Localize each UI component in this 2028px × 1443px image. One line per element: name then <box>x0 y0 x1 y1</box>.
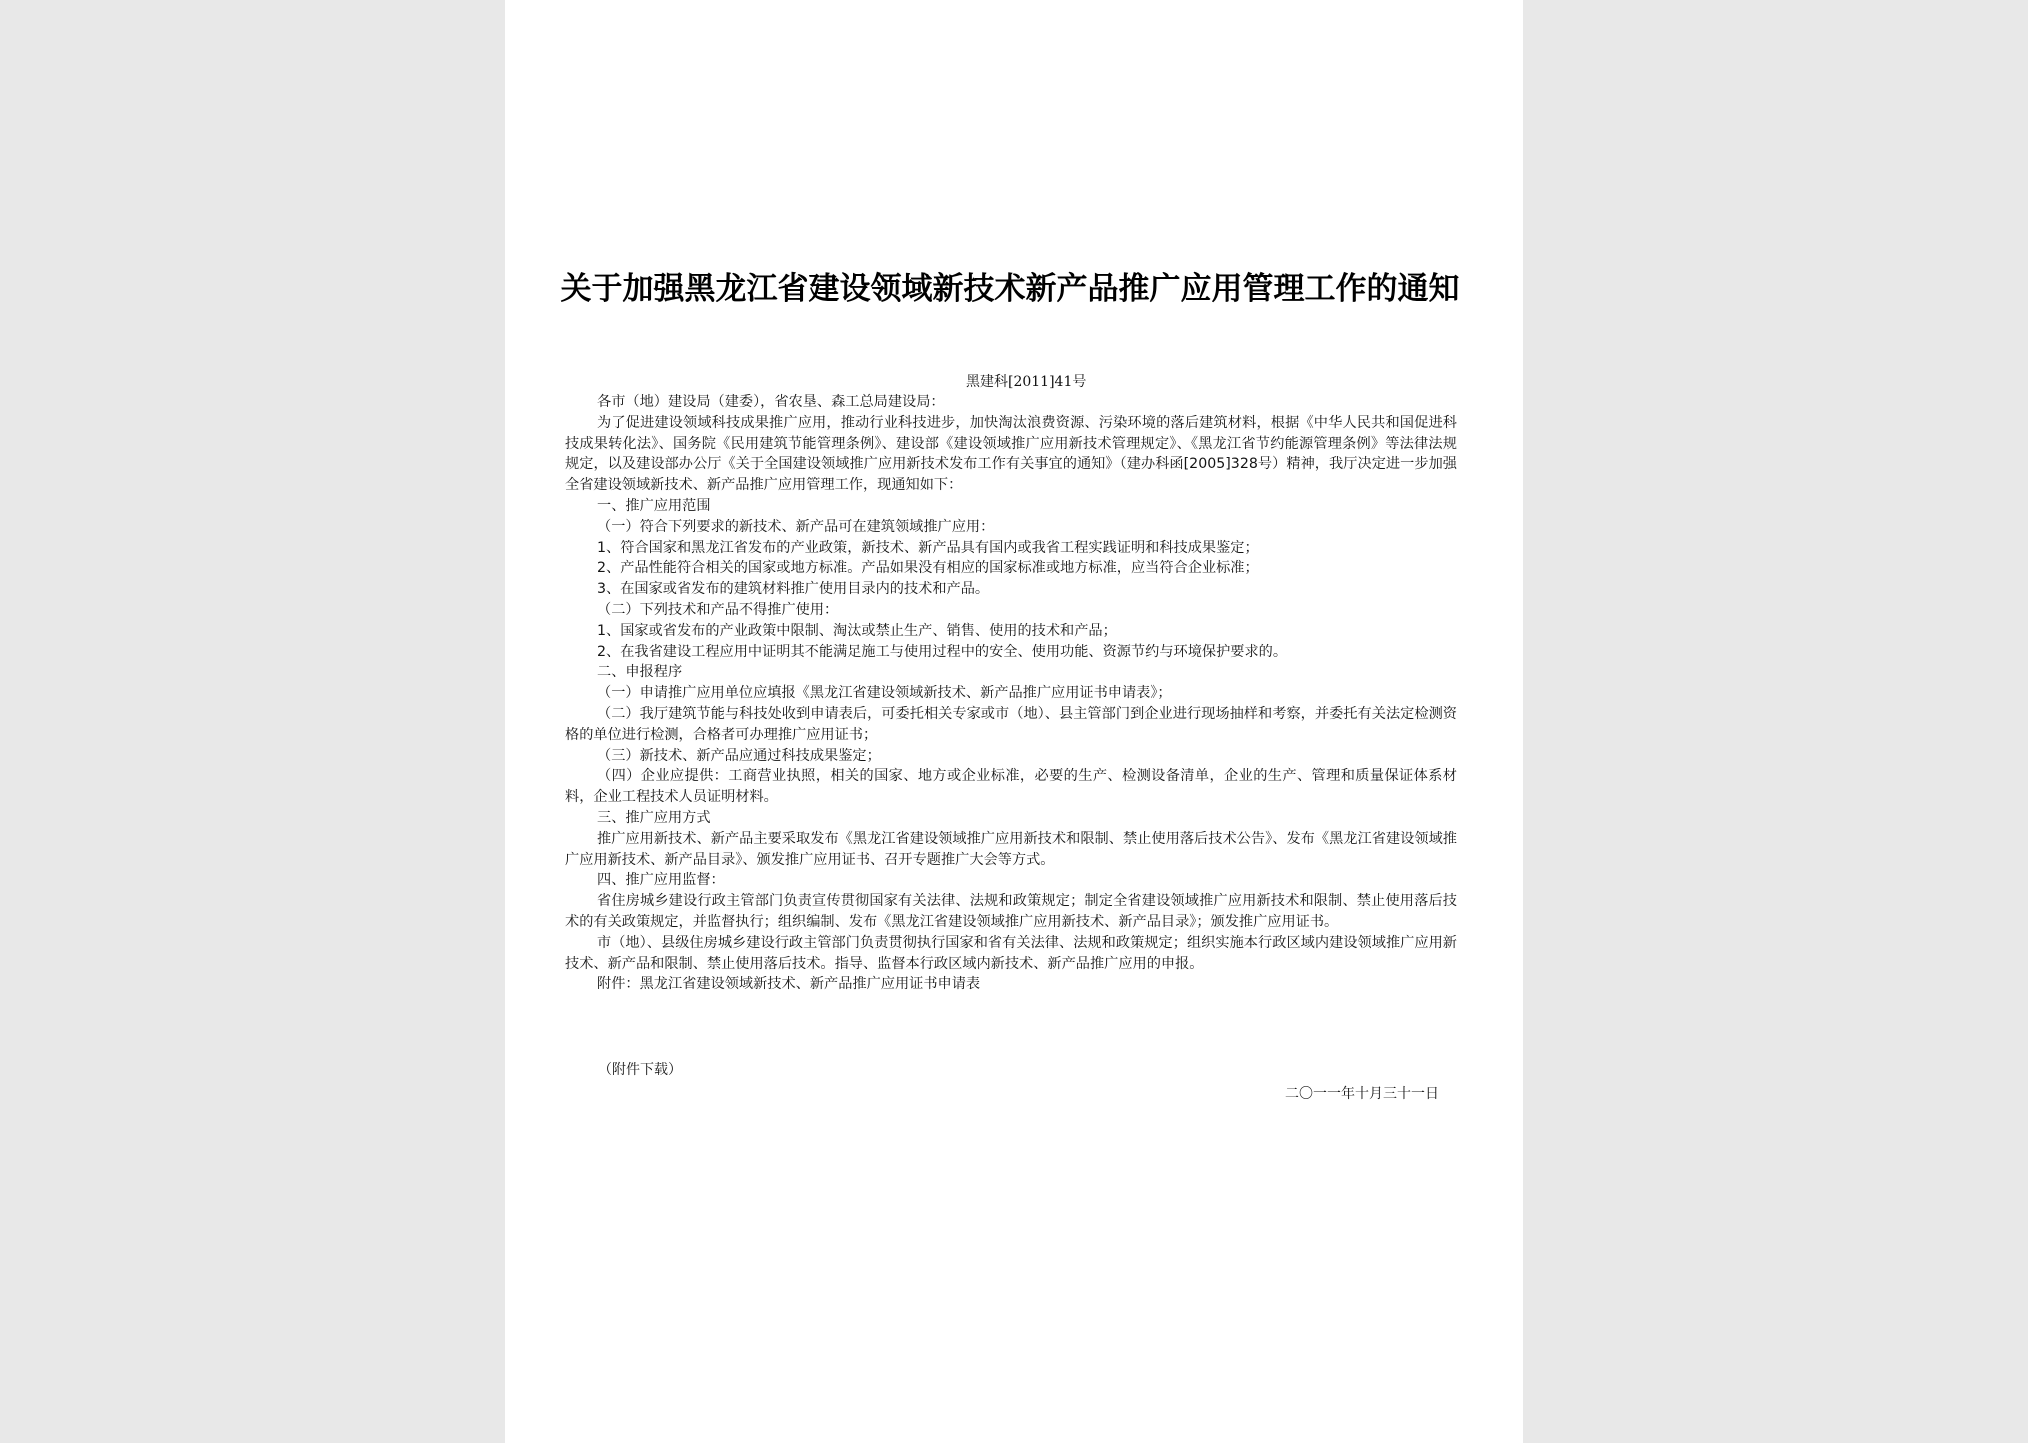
body-paragraph: 一、推广应用范围 <box>597 497 711 514</box>
body-paragraph: 四、推广应用监督： <box>597 872 725 889</box>
document-body <box>565 392 1457 995</box>
body-paragraph: （二）我厅建筑节能与科技处收到申请表后，可委托相关专家或市（地）、县主管部门到企业进行现场抽样和考察，并委托有关法定检测资格的单位进行检测，合格者可办理推广应用证书； <box>565 705 1457 743</box>
body-paragraph: 1、符合国家和黑龙江省发布的产业政策，新技术、新产品具有国内或我省工程实践证明和科技成果鉴定； <box>597 539 1259 556</box>
document-number: 黑建科[2011]41号 <box>966 374 1087 390</box>
body-paragraph: 2、在我省建设工程应用中证明其不能满足施工与使用过程中的安全、使用功能、资源节约与环境保护要求的。 <box>597 643 1288 660</box>
document-date: 二〇一一年十月三十一日 <box>1285 1086 1439 1102</box>
body-paragraph: 市（地）、县级住房城乡建设行政主管部门负责贯彻执行国家和省有关法律、法规和政策规定；组织实施本行政区域内建设领域推广应用新技术、新产品和限制、禁止使用落后技术。指导、监督本行政区域内新技术、新产品推广应用的申报。 <box>565 934 1457 972</box>
attachment-download-link[interactable]: （附件下载） <box>598 1062 682 1078</box>
body-paragraph: （三）新技术、新产品应通过科技成果鉴定； <box>597 747 881 764</box>
body-paragraph: 二、申报程序 <box>597 664 683 681</box>
body-paragraph: 2、产品性能符合相关的国家或地方标准。产品如果没有相应的国家标准或地方标准，应当符合企业标准； <box>597 560 1259 577</box>
body-paragraph: 1、国家或省发布的产业政策中限制、淘汰或禁止生产、销售、使用的技术和产品； <box>597 622 1117 639</box>
body-paragraph: （二）下列技术和产品不得推广使用： <box>597 601 839 618</box>
body-paragraph: （一）符合下列要求的新技术、新产品可在建筑领域推广应用： <box>597 518 995 535</box>
document-title: 关于加强黑龙江省建设领域新技术新产品推广应用管理工作的通知 <box>560 271 1460 307</box>
body-paragraph: 各市（地）建设局（建委），省农垦、森工总局建设局： <box>597 394 945 410</box>
body-paragraph: 推广应用新技术、新产品主要采取发布《黑龙江省建设领域推广应用新技术和限制、禁止使用落后技术公告》、发布《黑龙江省建设领域推广应用新技术、新产品目录》、颁发推广应用证书、召开专题推广大会等方式。 <box>565 830 1457 868</box>
body-paragraph: 省住房城乡建设行政主管部门负责宣传贯彻国家有关法律、法规和政策规定；制定全省建设领域推广应用新技术和限制、禁止使用落后技术的有关政策规定，并监督执行；组织编制、发布《黑龙江省建设领域推广应用新技术、新产品目录》；颁发推广应用证书。 <box>565 893 1457 930</box>
body-paragraph: （四）企业应提供：工商营业执照，相关的国家、地方或企业标准，必要的生产、检测设备清单，企业的生产、管理和质量保证体系材料，企业工程技术人员证明材料。 <box>565 768 1457 806</box>
body-paragraph: 为了促进建设领域科技成果推广应用，推动行业科技进步，加快淘汰浪费资源、污染环境的落后建筑材料，根据《中华人民共和国促进科技成果转化法》、国务院《民用建筑节能管理条例》、建设部《建设领域推广应用新技术管理规定》、《黑龙江省节约能源管理条例》等法律法规规定，以及建设部办公厅《关于全国建设领域推广应用新技术发布工作有关事宜的通知》（建办科函[2005]328号）精神，我厅决定进一步加强全省建设领域新技术、新产品推广应用管理工作，现通知如下： <box>565 414 1457 494</box>
body-paragraph: 附件：黑龙江省建设领域新技术、新产品推广应用证书申请表 <box>597 976 981 993</box>
body-paragraph: （一）申请推广应用单位应填报《黑龙江省建设领域新技术、新产品推广应用证书申请表》； <box>597 685 1172 702</box>
body-paragraph: 三、推广应用方式 <box>597 809 711 826</box>
body-paragraph: 3、在国家或省发布的建筑材料推广使用目录内的技术和产品。 <box>597 581 990 598</box>
